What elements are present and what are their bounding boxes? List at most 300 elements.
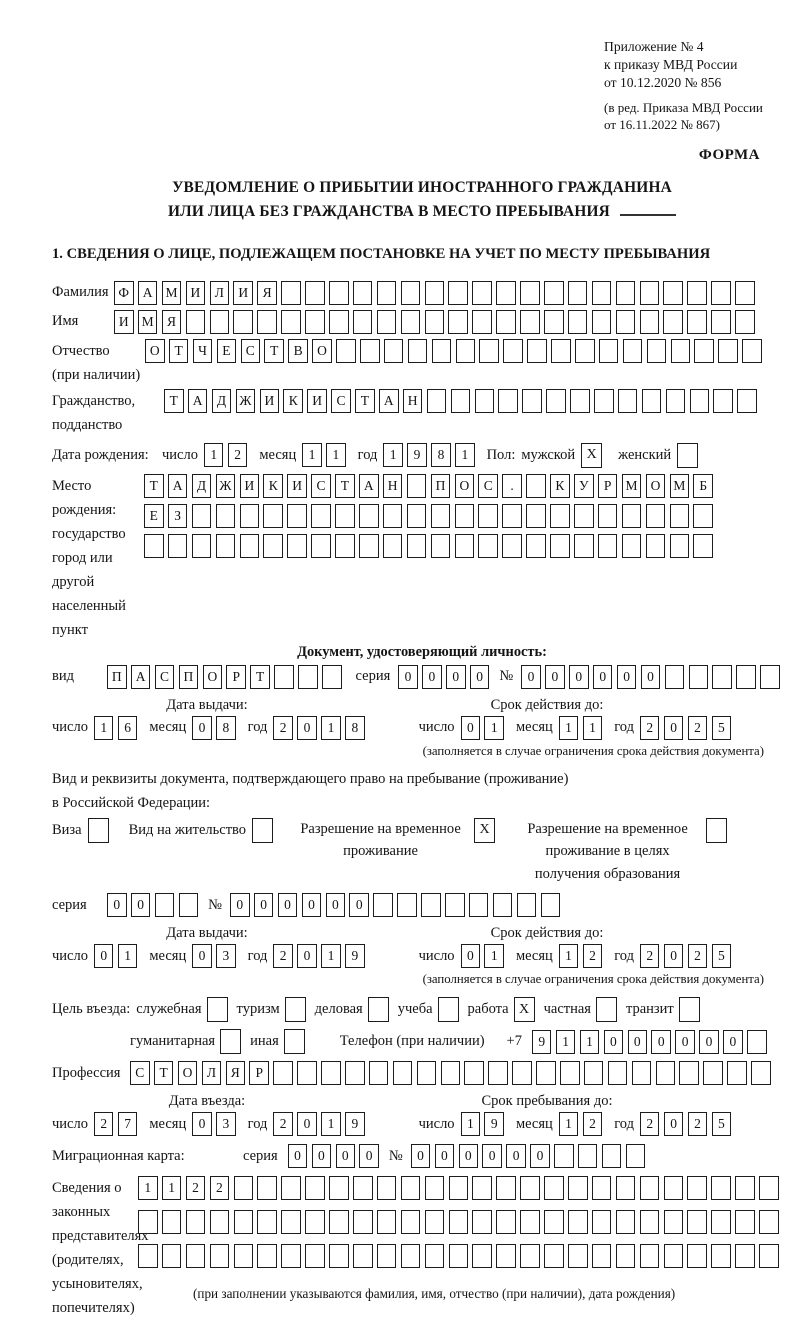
form-cell: [687, 1244, 707, 1268]
checkbox-visa[interactable]: [88, 818, 109, 843]
form-cell: 0: [604, 1030, 624, 1054]
form-cell: [568, 1244, 588, 1268]
form-cell: [574, 534, 594, 558]
option-business: деловая: [315, 997, 389, 1022]
stay-until-year[interactable]: [640, 1112, 731, 1136]
form-cell: 5: [712, 944, 732, 968]
form-cell: [455, 504, 475, 528]
form-cell: [656, 1061, 676, 1085]
form-cell: [240, 504, 260, 528]
form-cell: [520, 281, 540, 305]
form-cell: Р: [249, 1061, 269, 1085]
form-cell: [544, 310, 564, 334]
form-cell: [713, 389, 733, 413]
form-cell: [666, 389, 686, 413]
form-cell: И: [186, 281, 206, 305]
form-cell: 8: [431, 443, 451, 467]
form-cell: [287, 534, 307, 558]
birthdate-row: [52, 443, 792, 468]
staydoc-issue-month[interactable]: [192, 944, 235, 968]
form-cell: [311, 534, 331, 558]
form-cell: 2: [583, 944, 603, 968]
form-cell: [554, 1144, 574, 1168]
birthplace-row2-cells[interactable]: [144, 504, 713, 528]
migration-number-cells[interactable]: [411, 1144, 646, 1168]
form-cell: [373, 893, 393, 917]
edition-line: (в ред. Приказа МВД России: [604, 99, 763, 115]
firstname-row: [52, 310, 792, 334]
profession-label: Профессия: [52, 1064, 121, 1081]
form-cell: 0: [506, 1144, 526, 1168]
form-cell: 1: [204, 443, 224, 467]
form-cell: [618, 389, 638, 413]
staydoc-options-row: [52, 818, 792, 885]
staydoc-valid-month[interactable]: [559, 944, 602, 968]
form-cell: [138, 1210, 158, 1234]
form-cell: [568, 1176, 588, 1200]
form-cell: [598, 534, 618, 558]
form-cell: [311, 504, 331, 528]
day-label: число: [418, 1115, 455, 1132]
form-cell: [622, 534, 642, 558]
form-cell: [522, 389, 542, 413]
form-cell: [687, 281, 707, 305]
form-cell: [718, 339, 738, 363]
staydoc-issue-year[interactable]: [273, 944, 364, 968]
patronymic-cells[interactable]: [145, 339, 762, 363]
form-title-line2: ИЛИ ЛИЦА БЕЗ ГРАЖДАНСТВА В МЕСТО ПРЕБЫВАНИЯ: [52, 200, 792, 224]
form-cell: [711, 1176, 731, 1200]
form-cell: И: [260, 389, 280, 413]
form-cell: Д: [212, 389, 232, 413]
form-title: [52, 176, 792, 224]
form-cell: 3: [216, 944, 236, 968]
form-cell: [353, 1176, 373, 1200]
iddoc-issue-month[interactable]: [192, 716, 235, 740]
entry-month[interactable]: [192, 1112, 235, 1136]
form-cell: А: [131, 665, 151, 689]
day-label: число: [52, 947, 88, 964]
form-cell: [383, 504, 403, 528]
form-cell: Т: [154, 1061, 174, 1085]
form-cell: [305, 310, 325, 334]
iddoc-series-label: серия: [355, 668, 391, 685]
form-cell: [216, 534, 236, 558]
day-label: число: [162, 446, 198, 463]
form-cell: [712, 665, 732, 689]
form-cell: [234, 1244, 254, 1268]
form-cell: К: [550, 474, 570, 498]
form-cell: [536, 1061, 556, 1085]
citizenship-label: Гражданство, подданство: [52, 392, 136, 433]
birth-day-cells[interactable]: [204, 443, 247, 467]
form-cell: [694, 339, 714, 363]
checkbox-male[interactable]: X: [581, 443, 602, 468]
form-cell: 1: [94, 716, 114, 740]
profession-row: [52, 1061, 792, 1085]
form-cell: [526, 534, 546, 558]
form-cell: 0: [131, 893, 151, 917]
form-cell: [257, 1244, 277, 1268]
form-cell: [544, 281, 564, 305]
form-cell: [646, 534, 666, 558]
form-cell: [475, 389, 495, 413]
form-cell: [257, 1176, 277, 1200]
iddoc-valid-year[interactable]: [640, 716, 731, 740]
form-cell: [760, 665, 780, 689]
form-cell: 0: [545, 665, 565, 689]
form-cell: 0: [664, 1112, 684, 1136]
staydoc-valid-year[interactable]: [640, 944, 731, 968]
form-cell: 0: [107, 893, 127, 917]
valid-until-header: Срок действия до:: [490, 925, 604, 942]
form-cell: [646, 504, 666, 528]
form-cell: [642, 389, 662, 413]
form-cell: [448, 281, 468, 305]
form-cell: [663, 281, 683, 305]
form-cell: 0: [699, 1030, 719, 1054]
entry-date-headers: [52, 1093, 792, 1110]
form-cell: [520, 1244, 540, 1268]
stay-until-header: Срок пребывания до:: [481, 1093, 613, 1110]
form-cell: О: [203, 665, 223, 689]
iddoc-footnote: (заполняется в случае ограничения срока действия документа): [422, 743, 764, 758]
iddoc-issue-year[interactable]: [273, 716, 364, 740]
form-cell: 0: [521, 665, 541, 689]
year-label: год: [247, 947, 268, 964]
form-cell: [735, 281, 755, 305]
form-cell: [273, 1061, 293, 1085]
birthplace-row3-cells[interactable]: [144, 534, 713, 558]
form-cell: [329, 1210, 349, 1234]
iddoc-number-label: №: [499, 668, 514, 685]
birth-month-cells[interactable]: [302, 443, 345, 467]
form-cell: [498, 389, 518, 413]
form-cell: [329, 310, 349, 334]
form-cell: [544, 1244, 564, 1268]
form-cell: 0: [297, 944, 317, 968]
entry-date-header: Дата въезда:: [168, 1093, 246, 1110]
birth-year-cells[interactable]: [383, 443, 474, 467]
form-cell: 0: [192, 944, 212, 968]
profession-cells[interactable]: [130, 1061, 771, 1085]
form-cell: [322, 665, 342, 689]
form-cell: Ж: [236, 389, 256, 413]
entry-day[interactable]: [94, 1112, 137, 1136]
form-cell: 0: [302, 893, 322, 917]
form-cell: [693, 534, 713, 558]
form-cell: [186, 1244, 206, 1268]
form-cell: [192, 534, 212, 558]
form-cell: [369, 1061, 389, 1085]
form-cell: 2: [273, 944, 293, 968]
form-cell: [257, 1210, 277, 1234]
form-cell: [305, 1176, 325, 1200]
form-cell: [598, 504, 618, 528]
iddoc-kind-cells[interactable]: [107, 665, 342, 689]
form-cell: Л: [202, 1061, 222, 1085]
form-cell: [592, 281, 612, 305]
form-cell: [594, 389, 614, 413]
form-cell: 9: [484, 1112, 504, 1136]
form-cell: 8: [216, 716, 236, 740]
form-cell: [664, 1176, 684, 1200]
form-cell: [689, 665, 709, 689]
month-label: месяц: [149, 947, 187, 964]
form-cell: 0: [675, 1030, 695, 1054]
form-cell: 2: [688, 716, 708, 740]
form-cell: Ж: [216, 474, 236, 498]
checkbox-study[interactable]: [438, 997, 459, 1022]
form-cell: [592, 310, 612, 334]
form-cell: 5: [712, 716, 732, 740]
year-label: год: [614, 947, 634, 964]
month-label: месяц: [515, 1115, 553, 1132]
iddoc-row: [52, 665, 792, 689]
form-cell: [735, 1176, 755, 1200]
firstname-cells[interactable]: [114, 310, 755, 334]
form-cell: [496, 1244, 516, 1268]
form-cell: 5: [712, 1112, 732, 1136]
citizenship-cells[interactable]: [164, 389, 757, 413]
form-cell: [469, 893, 489, 917]
form-cell: [210, 1210, 230, 1234]
form-cell: [664, 1210, 684, 1234]
form-cell: [664, 1244, 684, 1268]
form-cell: З: [168, 504, 188, 528]
sex-label: Пол:: [486, 446, 516, 463]
checkbox-temp-residence-education[interactable]: [706, 818, 727, 843]
form-cell: [640, 1176, 660, 1200]
form-cell: 0: [628, 1030, 648, 1054]
iddoc-header: Документ, удостоверяющий личность:: [297, 643, 547, 660]
form-cell: [687, 310, 707, 334]
appendix-line: к приказу МВД России: [604, 56, 738, 72]
form-cell: 0: [435, 1144, 455, 1168]
migration-card-row: [52, 1144, 792, 1168]
option-official: служебная: [136, 997, 227, 1022]
form-cell: 0: [192, 716, 212, 740]
form-cell: 0: [312, 1144, 332, 1168]
form-cell: [281, 1244, 301, 1268]
form-cell: 7: [118, 1112, 138, 1136]
month-label: месяц: [149, 719, 187, 736]
form-cell: А: [168, 474, 188, 498]
form-cell: 1: [321, 944, 341, 968]
iddoc-date-headers: [52, 697, 792, 714]
checkbox-official[interactable]: [207, 997, 228, 1022]
representatives-row1-cells[interactable]: [138, 1176, 779, 1200]
form-cell: 0: [288, 1144, 308, 1168]
checkbox-residence-permit[interactable]: [252, 818, 273, 843]
form-cell: [478, 534, 498, 558]
form-cell: [335, 504, 355, 528]
form-cell: [329, 1244, 349, 1268]
form-cell: [401, 1244, 421, 1268]
form-cell: [425, 1244, 445, 1268]
form-cell: И: [240, 474, 260, 498]
form-cell: 0: [398, 665, 418, 689]
representatives-cells: [138, 1176, 779, 1302]
form-cell: [574, 504, 594, 528]
form-cell: [647, 339, 667, 363]
form-cell: 9: [345, 1112, 365, 1136]
form-cell: [186, 310, 206, 334]
form-cell: [512, 1061, 532, 1085]
entry-year[interactable]: [273, 1112, 364, 1136]
form-cell: [711, 1244, 731, 1268]
form-cell: Б: [693, 474, 713, 498]
migration-series-cells[interactable]: [288, 1144, 379, 1168]
form-cell: [257, 310, 277, 334]
form-cell: [488, 1061, 508, 1085]
surname-cells[interactable]: [114, 281, 755, 305]
form-cell: [407, 534, 427, 558]
option-temp-residence-permit: Разрешение на временное проживание X: [293, 818, 495, 863]
form-cell: 2: [688, 944, 708, 968]
form-cell: А: [138, 281, 158, 305]
form-cell: [138, 1244, 158, 1268]
form-cell: [336, 339, 356, 363]
iddoc-issue-day[interactable]: [94, 716, 137, 740]
form-cell: [502, 504, 522, 528]
iddoc-valid-day[interactable]: [461, 716, 504, 740]
form-cell: 0: [422, 665, 442, 689]
checkbox-other[interactable]: [284, 1029, 305, 1054]
form-cell: В: [288, 339, 308, 363]
form-cell: [377, 1244, 397, 1268]
checkbox-business[interactable]: [368, 997, 389, 1022]
checkbox-work[interactable]: X: [514, 997, 535, 1022]
form-cell: [687, 1210, 707, 1234]
edition-line: от 16.11.2022 № 867): [604, 116, 721, 132]
checkbox-tourism[interactable]: [285, 997, 306, 1022]
form-cell: [377, 281, 397, 305]
blank-underline: [620, 211, 676, 216]
form-cell: 0: [446, 665, 466, 689]
form-cell: [210, 1244, 230, 1268]
form-title-line1: УВЕДОМЛЕНИЕ О ПРИБЫТИИ ИНОСТРАННОГО ГРАЖДАНИНА: [172, 179, 672, 197]
form-cell: [711, 1210, 731, 1234]
month-label: месяц: [515, 719, 553, 736]
form-cell: 1: [118, 944, 138, 968]
staydoc-number-cells[interactable]: [230, 893, 560, 917]
form-cell: 0: [336, 1144, 356, 1168]
form-cell: Р: [598, 474, 618, 498]
form-cell: 2: [640, 1112, 660, 1136]
form-cell: [520, 1176, 540, 1200]
birthplace-label: Место рождения: государство город или другой населенный пункт: [52, 477, 126, 638]
form-cell: [546, 389, 566, 413]
staydoc-issue-day[interactable]: [94, 944, 137, 968]
form-cell: [263, 504, 283, 528]
form-cell: [353, 281, 373, 305]
form-cell: [401, 310, 421, 334]
iddoc-dates-row: [52, 716, 792, 740]
issue-date-header: Дата выдачи:: [166, 696, 248, 713]
form-cell: [623, 339, 643, 363]
sex-female-label: женский: [618, 446, 672, 463]
migration-number-label: №: [388, 1147, 403, 1164]
form-cell: 0: [664, 944, 684, 968]
stay-until-day[interactable]: [461, 1112, 504, 1136]
form-cell: [568, 310, 588, 334]
staydoc-number-label: №: [208, 896, 223, 913]
day-label: число: [52, 1115, 88, 1132]
form-cell: Л: [210, 281, 230, 305]
form-cell: [544, 1176, 564, 1200]
option-other: иная: [250, 1029, 305, 1054]
stay-until-month[interactable]: [559, 1112, 602, 1136]
form-cell: 8: [345, 716, 365, 740]
form-cell: [445, 893, 465, 917]
purpose-row: [52, 997, 792, 1022]
form-cell: К: [283, 389, 303, 413]
checkbox-private[interactable]: [596, 997, 617, 1022]
checkbox-temp-residence-permit[interactable]: X: [474, 818, 495, 843]
patronymic-row: [52, 339, 792, 387]
form-cell: [383, 534, 403, 558]
form-cell: [305, 1210, 325, 1234]
birthplace-row1-cells[interactable]: [144, 474, 713, 498]
form-cell: [727, 1061, 747, 1085]
form-cell: 2: [94, 1112, 114, 1136]
form-cell: [665, 665, 685, 689]
appendix-line: от 10.12.2020 № 856: [604, 74, 722, 90]
year-label: год: [614, 719, 634, 736]
form-cell: Я: [257, 281, 277, 305]
form-cell: [592, 1244, 612, 1268]
phone-label: Телефон (при наличии): [339, 1033, 485, 1050]
purpose-label: Цель въезда:: [52, 1001, 131, 1018]
month-label: месяц: [149, 1115, 187, 1132]
iddoc-valid-month[interactable]: [559, 716, 602, 740]
form-cell: [570, 389, 590, 413]
form-cell: [210, 310, 230, 334]
form-cell: 0: [254, 893, 274, 917]
form-cell: [274, 665, 294, 689]
year-label: год: [357, 446, 378, 463]
form-cell: 0: [359, 1144, 379, 1168]
form-cell: С: [311, 474, 331, 498]
form-cell: С: [478, 474, 498, 498]
staydoc-series-row: [52, 893, 792, 917]
phone-cells[interactable]: [532, 1030, 767, 1054]
form-cell: Т: [250, 665, 270, 689]
staydoc-valid-day[interactable]: [461, 944, 504, 968]
form-cell: 1: [455, 443, 475, 467]
form-cell: Т: [264, 339, 284, 363]
option-humanitarian: гуманитарная: [130, 1029, 241, 1054]
representatives-row2-cells[interactable]: [138, 1210, 779, 1234]
form-cell: [735, 1210, 755, 1234]
form-cell: 1: [326, 443, 346, 467]
checkbox-female[interactable]: [677, 443, 698, 468]
checkbox-humanitarian[interactable]: [220, 1029, 241, 1054]
form-cell: [592, 1176, 612, 1200]
iddoc-series-cells[interactable]: [398, 665, 489, 689]
checkbox-transit[interactable]: [679, 997, 700, 1022]
form-cell: Д: [192, 474, 212, 498]
form-cell: [377, 1176, 397, 1200]
citizenship-row: [52, 389, 792, 437]
form-cell: [425, 1176, 445, 1200]
iddoc-number-cells[interactable]: [521, 665, 779, 689]
staydoc-series-cells[interactable]: [107, 893, 198, 917]
purpose-row2: [52, 1029, 792, 1054]
form-cell: [517, 893, 537, 917]
representatives-row3-cells[interactable]: [138, 1244, 779, 1268]
